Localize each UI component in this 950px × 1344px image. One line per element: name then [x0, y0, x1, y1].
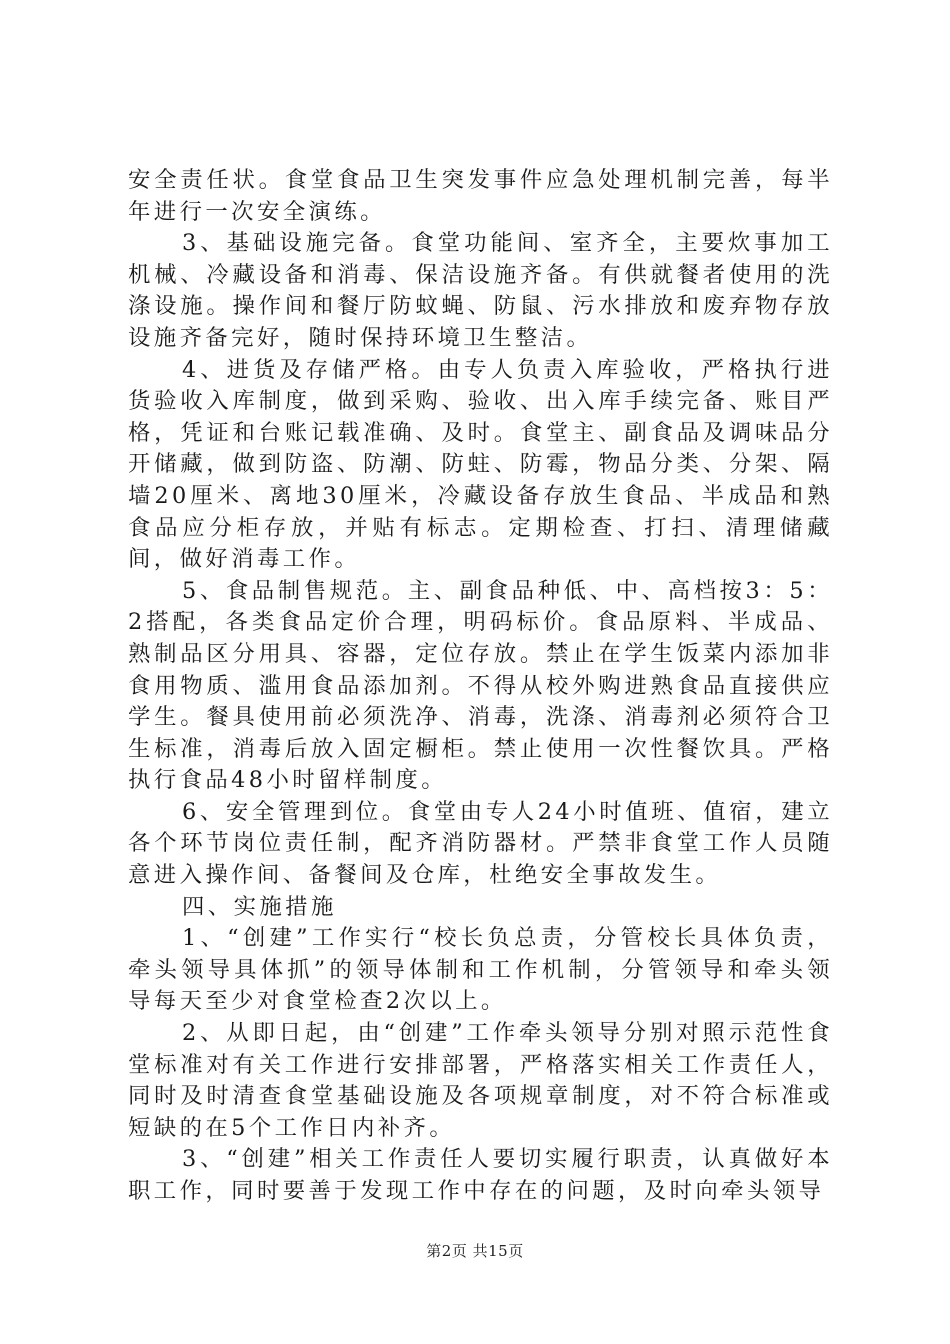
document-body [128, 165, 833, 1208]
paragraph-measure-2: 2、从即日起，由“创建”工作牵头领导分别对照示范性食堂标准对有关工作进行安排部署，严格落实相关工作责任人，同时及时清查食堂基础设施及各项规章制度，对不符合标准或短缺的在5个工作日内补齐。 [128, 1020, 833, 1141]
paragraph-item-6: 6、安全管理到位。食堂由专人24小时值班、值宿，建立各个环节岗位责任制，配齐消防器材。严禁非食堂工作人员随意进入操作间、备餐间及仓库，杜绝安全事故发生。 [128, 798, 833, 889]
page-footer: 第2页 共15页 [426, 1242, 524, 1260]
paragraph-continuation: 安全责任状。食堂食品卫生突发事件应急处理机制完善，每半年进行一次安全演练。 [128, 167, 833, 225]
paragraph-measure-1: 1、“创建”工作实行“校长负总责，分管校长具体负责，牵头领导具体抓”的领导体制和工作机制，分管领导和牵头领导每天至少对食堂检查2次以上。 [128, 925, 833, 1015]
section-heading: 四、实施措施 [182, 893, 337, 920]
paragraph-item-3: 3、基础设施完备。食堂功能间、室齐全，主要炊事加工机械、冷藏设备和消毒、保洁设施齐备。有供就餐者使用的洗涤设施。操作间和餐厅防蚊蝇、防鼠、污水排放和废弃物存放设施齐备完好，随时保持环境卫生整洁。 [128, 230, 833, 351]
paragraph-measure-3: 3、“创建”相关工作责任人要切实履行职责，认真做好本职工作，同时要善于发现工作中存在的问题，及时向牵头领导 [128, 1146, 833, 1204]
paragraph-item-5: 5、食品制售规范。主、副食品种低、中、高档按3：5：2搭配，各类食品定价合理，明码标价。食品原料、半成品、熟制品区分用具、容器，定位存放。禁止在学生饭菜内添加非食用物质、滥用食品添加剂。不得从校外购进熟食品直接供应学生。餐具使用前必须洗净、消毒，洗涤、消毒剂必须符合卫生标准，消毒后放入固定橱柜。禁止使用一次性餐饮具。严格执行食品48小时留样制度。 [128, 577, 833, 794]
paragraph-item-4: 4、进货及存储严格。由专人负责入库验收，严格执行进货验收入库制度，做到采购、验收、出入库手续完备、账目严格，凭证和台账记载准确、及时。食堂主、副食品及调味品分开储藏，做到防盗、防潮、防蛀、防霉，物品分类、分架、隔墙20厘米、离地30厘米，冷藏设备存放生食品、半成品和熟食品应分柜存放，并贴有标志。定期检查、打扫、清理储藏间，做好消毒工作。 [128, 356, 833, 573]
